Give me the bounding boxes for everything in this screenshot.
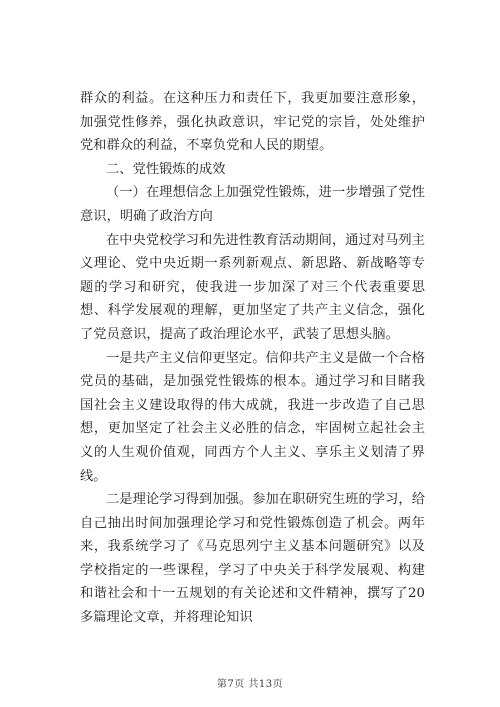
paragraph-2: 在中央党校学习和先进性教育活动期间，通过对马列主义理论、党中央近期一系列新观点、新思路、新战略等专题的学习和研究，使我进一步加深了对三个代表重要思想、科学发展观的理解，更加坚定了共产主义信念，强化了党员意识，提高了政治理论水平，武装了思想头脑。 bbox=[80, 232, 425, 342]
section-heading: 二、党性锻炼的成效 bbox=[106, 161, 226, 177]
page-footer: 第7页 共13页 bbox=[216, 679, 284, 690]
paragraph-1: 群众的利益。在这种压力和责任下，我更加要注意形象，加强党性修养，强化执政意识，牢记党的宗旨，处处维护党和群众的利益，不辜负党和人民的期望。 bbox=[80, 91, 425, 154]
document-body bbox=[80, 87, 425, 630]
paragraph-4: 二是理论学习得到加强。参加在职研究生班的学习，给自己抽出时间加强理论学习和党性锻炼创造了机会。两年来，我系统学习了《马克思列宁主义基本问题研究》以及学校指定的一些课程，学习了中央关于科学发展观、构建和谐社会和十一五规划的有关论述和文件精神，撰写了20多篇理论文章，并将理论知识 bbox=[80, 492, 425, 626]
paragraph-3: 一是共产主义信仰更坚定。信仰共产主义是做一个合格党员的基础，是加强党性锻炼的根本。通过学习和目睹我国社会主义建设取得的伟大成就，我进一步改造了自己思想，更加坚定了社会主义必胜的信念，牢固树立起社会主义的人生观价值观，同西方个人主义、享乐主义划清了界线。 bbox=[80, 350, 425, 484]
subsection-heading: （一）在理想信念上加强党性锻炼，进一步增强了党性意识，明确了政治方向 bbox=[80, 185, 425, 224]
